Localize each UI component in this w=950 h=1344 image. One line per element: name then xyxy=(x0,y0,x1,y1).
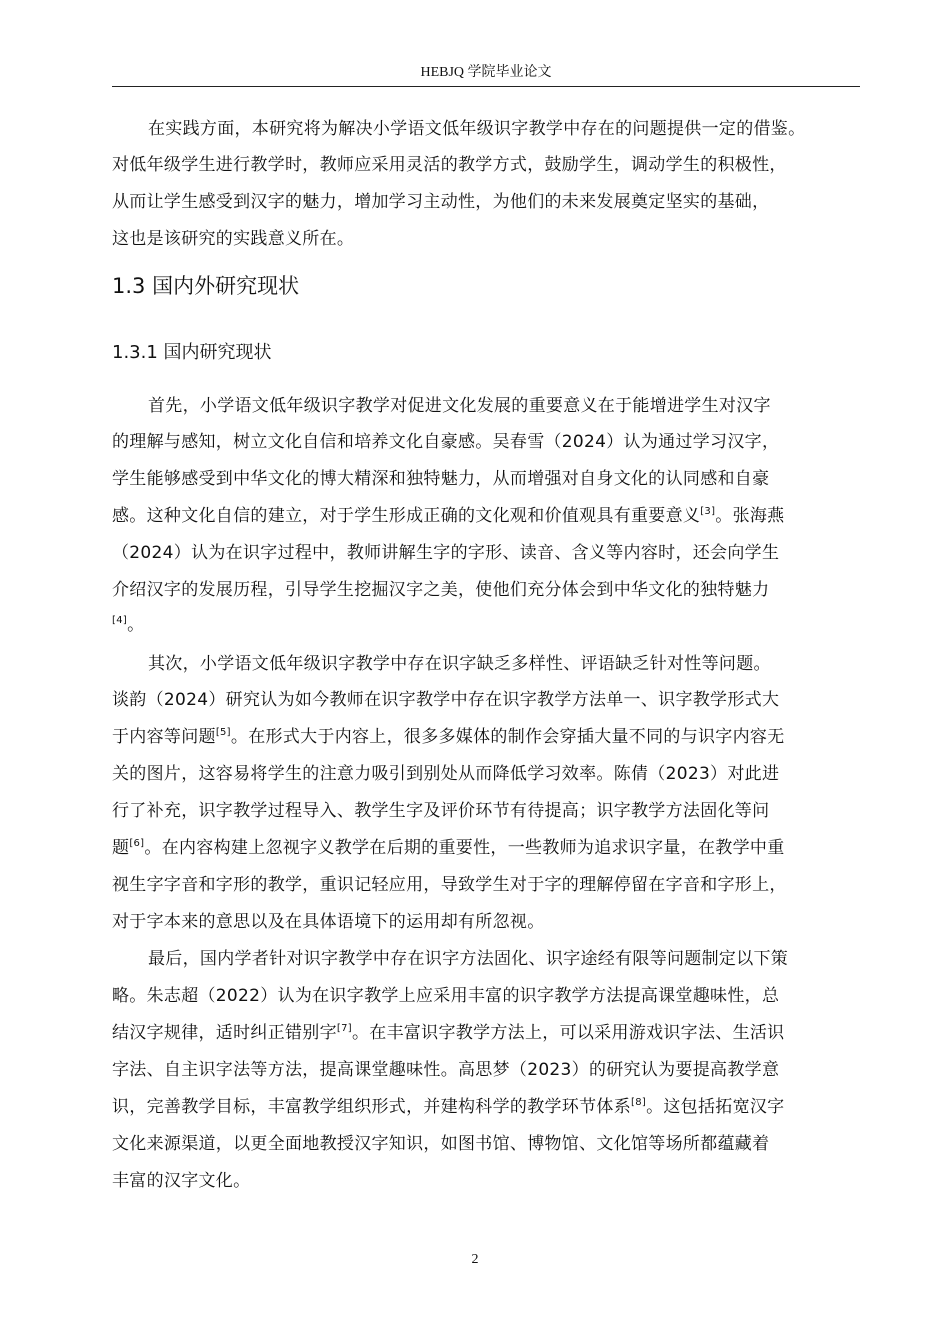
running-header: HEBJQ 学院毕业论文 xyxy=(420,65,552,80)
section-heading: 1.3 国内外研究现状 xyxy=(112,274,300,298)
text-line: （2024）认为在识字过程中，教师讲解生字的字形、读音、含义等内容时，还会向学生 xyxy=(112,543,780,563)
text-span: 于内容等问题 xyxy=(112,727,216,747)
citation-ref: [6] xyxy=(129,838,145,849)
text-span: 结汉字规律，适时纠正错别字 xyxy=(112,1023,337,1043)
text-line: 丰富的汉字文化。 xyxy=(112,1171,251,1191)
text-span: 识，完善教学目标，丰富教学组织形式，并建构科学的教学环节体系 xyxy=(112,1097,631,1117)
citation-ref: [8] xyxy=(631,1097,647,1108)
text-line: 介绍汉字的发展历程，引导学生挖掘汉字之美，使他们充分体会到中华文化的独特魅力 xyxy=(112,580,770,600)
text-line: 最后，国内学者针对识字教学中存在识字方法固化、识字途经有限等问题制定以下策 xyxy=(148,949,789,969)
citation-ref: [3] xyxy=(700,506,716,517)
text-line: 的理解与感知，树立文化自信和培养文化自豪感。吴春雪（2024）认为通过学习汉字， xyxy=(112,432,780,452)
text-line: 谈韵（2024）研究认为如今教师在识字教学中存在识字教学方法单一、识字教学形式大 xyxy=(112,690,780,710)
text-line xyxy=(112,1021,784,1045)
text-line: 对低年级学生进行教学时，教师应采用灵活的教学方式，鼓励学生，调动学生的积极性， xyxy=(112,155,787,175)
text-span: 。 xyxy=(127,615,145,635)
text-line: 从而让学生感受到汉字的魅力，增加学习主动性，为他们的未来发展奠定坚实的基础， xyxy=(112,192,770,212)
text-line: 学生能够感受到中华文化的博大精深和独特魅力，从而增强对自身文化的认同感和自豪 xyxy=(112,469,770,489)
text-span: 。张海燕 xyxy=(715,506,785,526)
subsection-heading: 1.3.1 国内研究现状 xyxy=(112,342,272,363)
citation-ref: [7] xyxy=(336,1023,352,1034)
text-line: 关的图片，这容易将学生的注意力吸引到别处从而降低学习效率。陈倩（2023）对此进 xyxy=(112,764,780,784)
text-line: 首先，小学语文低年级识字教学对促进文化发展的重要意义在于能增进学生对汉字 xyxy=(148,396,771,416)
citation-ref: [4] xyxy=(112,615,128,626)
text-line xyxy=(112,1095,784,1119)
text-line: 这也是该研究的实践意义所在。 xyxy=(112,229,355,249)
text-span: 题 xyxy=(112,838,130,858)
header-rule xyxy=(112,86,860,87)
text-line: 行了补充，识字教学过程导入、教学生字及评价环节有待提高；识字教学方法固化等问 xyxy=(112,801,770,821)
citation-ref: [5] xyxy=(215,727,231,738)
text-span: 。在丰富识字教学方法上，可以采用游戏识字法、生活识 xyxy=(351,1023,785,1043)
text-line: 对于字本来的意思以及在具体语境下的运用却有所忽视。 xyxy=(112,912,545,932)
text-line: 文化来源渠道，以更全面地教授汉字知识，如图书馆、博物馆、文化馆等场所都蕴藏着 xyxy=(112,1134,770,1154)
text-line xyxy=(112,725,785,749)
text-line: 视生字字音和字形的教学，重识记轻应用，导致学生对于字的理解停留在字音和字形上， xyxy=(112,875,787,895)
text-line xyxy=(112,836,785,860)
text-line: 其次，小学语文低年级识字教学中存在识字缺乏多样性、评语缺乏针对性等问题。 xyxy=(148,654,771,674)
text-line: 在实践方面，本研究将为解决小学语文低年级识字教学中存在的问题提供一定的借鉴。 xyxy=(148,119,806,139)
text-span: 。在内容构建上忽视字义教学在后期的重要性，一些教师为追求识字量，在教学中重 xyxy=(144,838,785,858)
text-line: 略。朱志超（2022）认为在识字教学上应采用丰富的识字教学方法提高课堂趣味性，总 xyxy=(112,986,780,1006)
text-line xyxy=(112,504,784,528)
text-span: 。在形式大于内容上，很多多媒体的制作会穿插大量不同的与识字内容无 xyxy=(230,727,785,747)
text-span: 感。这种文化自信的建立，对于学生形成正确的文化观和价值观具有重要意义 xyxy=(112,506,701,526)
text-line: 字法、自主识字法等方法，提高课堂趣味性。高思梦（2023）的研究认为要提高教学意 xyxy=(112,1060,780,1080)
text-line xyxy=(112,613,144,637)
page-number: 2 xyxy=(471,1252,479,1267)
text-span: 。这包括拓宽汉字 xyxy=(646,1097,785,1117)
